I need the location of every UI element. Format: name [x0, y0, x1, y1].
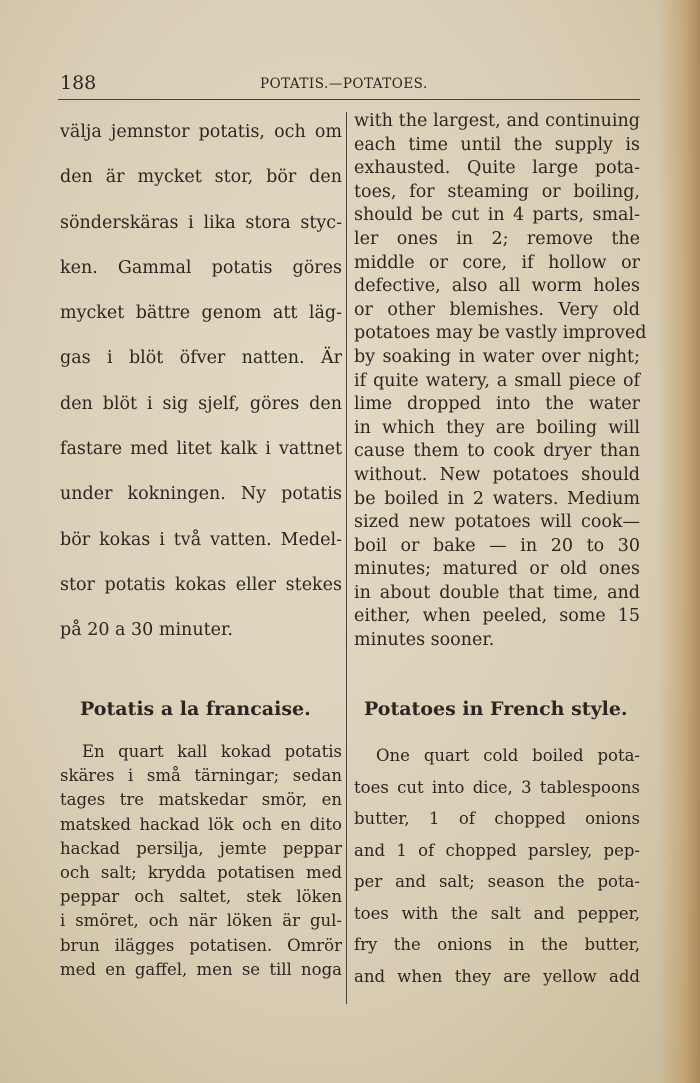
swedish-line: på 20 a 30 minuter. — [60, 620, 233, 641]
english-line: boil or bake — in 20 to 30 — [354, 535, 640, 556]
english-line: in which they are boiling will — [354, 417, 640, 438]
english-line: by soaking in water over night; — [354, 346, 640, 367]
swedish-line: mycket bättre genom att läg- — [60, 303, 342, 324]
english-recipe-title: Potatoes in French style. — [364, 698, 628, 720]
swedish-line: den är mycket stor, bör den — [60, 167, 342, 188]
english-recipe-line: toes with the salt and pepper, — [354, 903, 640, 923]
english-line: be boiled in 2 waters. Medium — [354, 488, 640, 509]
english-line: without. New potatoes should — [354, 464, 640, 485]
page-edge-shading — [658, 0, 700, 1083]
english-line: either, when peeled, some 15 — [354, 606, 640, 627]
english-line: with the largest, and continuing — [354, 111, 640, 131]
english-recipe-line: fry the onions in the butter, — [354, 935, 640, 954]
swedish-recipe-line: tages tre matskedar smör, en — [60, 790, 342, 810]
swedish-recipe-line: matsked hackad lök och en dito — [60, 814, 342, 834]
swedish-line: fastare med litet kalk i vattnet — [60, 439, 342, 460]
english-recipe-line: butter, 1 of chopped onions — [354, 809, 640, 828]
swedish-recipe-line: hackad persilja, jemte peppar — [60, 838, 342, 858]
english-recipe-line: and when they are yellow add — [354, 966, 640, 986]
english-line: exhausted. Quite large pota- — [354, 158, 640, 179]
swedish-line: välja jemnstor potatis, och om — [60, 122, 342, 142]
english-recipe-line: One quart cold boiled pota- — [376, 746, 640, 765]
english-line: defective, also all worm holes — [354, 276, 640, 297]
swedish-line: bör kokas i två vatten. Medel- — [60, 529, 342, 550]
swedish-recipe-line: brun ilägges potatisen. Omrör — [60, 935, 342, 955]
english-line: each time until the supply is — [354, 134, 640, 155]
english-line: middle or core, if hollow or — [354, 252, 640, 273]
page-number: 188 — [60, 72, 97, 94]
swedish-line: gas i blöt öfver natten. Är — [60, 348, 342, 369]
swedish-recipe-line: En quart kall kokad potatis — [82, 742, 342, 761]
english-line: if quite watery, a small piece of — [354, 370, 640, 391]
english-line: or other blemishes. Very old — [354, 299, 640, 320]
swedish-recipe-line: i smöret, och när löken är gul- — [60, 911, 342, 931]
english-line: should be cut in 4 parts, smal- — [354, 205, 640, 226]
swedish-line: ken. Gammal potatis göres — [60, 257, 342, 278]
english-column — [354, 110, 647, 653]
english-line: potatoes may be vastly improved — [354, 323, 647, 344]
english-line: cause them to cook dryer than — [354, 441, 640, 462]
swedish-line: under kokningen. Ny potatis — [60, 484, 342, 505]
swedish-column — [60, 110, 342, 654]
swedish-recipe-title: Potatis a la francaise. — [80, 698, 311, 720]
column-divider — [346, 112, 347, 1004]
english-line: ler ones in 2; remove the — [354, 228, 640, 249]
page-header — [60, 72, 642, 96]
swedish-recipe-line: peppar och saltet, stek löken — [60, 887, 342, 907]
running-head: POTATIS.—POTATOES. — [260, 76, 428, 92]
header-rule — [58, 99, 640, 100]
english-line: lime dropped into the water — [354, 394, 640, 415]
english-line: toes, for steaming or boiling, — [354, 181, 640, 202]
swedish-recipe-line: skäres i små tärningar; sedan — [60, 766, 342, 786]
swedish-recipe-column — [60, 740, 342, 982]
swedish-line: stor potatis kokas eller stekes — [60, 574, 342, 595]
english-line: in about double that time, and — [354, 582, 640, 603]
swedish-recipe-line: med en gaffel, men se till noga — [60, 959, 342, 979]
swedish-line: den blöt i sig sjelf, göres den — [60, 393, 342, 414]
english-recipe-line: and 1 of chopped parsley, pep- — [354, 840, 640, 860]
english-line: minutes sooner. — [354, 630, 495, 651]
swedish-line: sönderskäras i lika stora styc- — [60, 212, 342, 233]
english-recipe-line: per and salt; season the pota- — [354, 872, 640, 891]
swedish-recipe-line: och salt; krydda potatisen med — [60, 863, 342, 883]
english-recipe-line: toes cut into dice, 3 tablespoons — [354, 777, 640, 797]
english-recipe-column — [354, 740, 640, 992]
english-line: minutes; matured or old ones — [354, 559, 640, 580]
english-line: sized new potatoes will cook— — [354, 512, 640, 533]
